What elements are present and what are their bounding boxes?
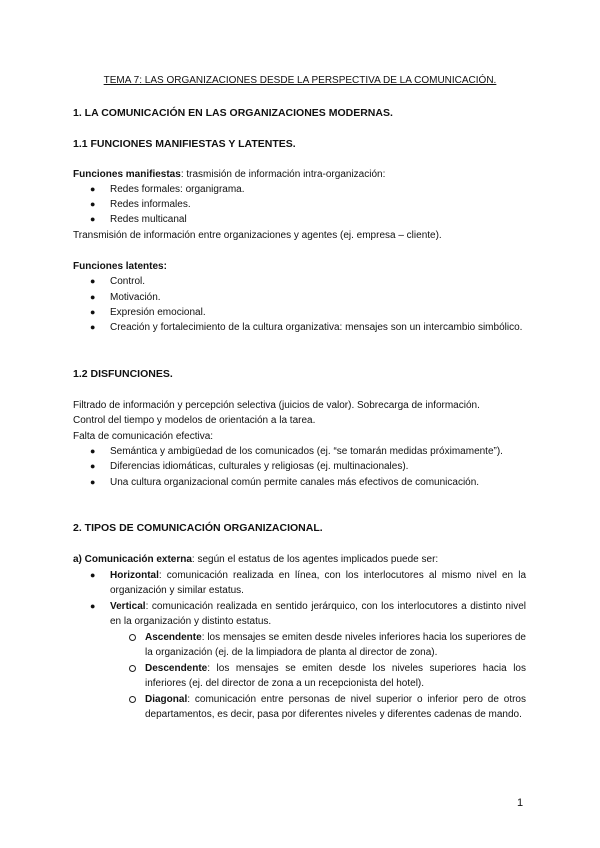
bullet-icon: ● — [90, 199, 96, 209]
manifest-functions-text: : trasmisión de información intra-organización: — [180, 169, 386, 180]
bullet-icon: ● — [90, 461, 96, 471]
ascendente-text-continued: la organización (ej. de la limpiadora de planta al director de zona). — [145, 647, 438, 658]
dysfunction-line: Control del tiempo y modelos de orientación a la tarea. — [73, 415, 316, 426]
bullet-icon: ● — [90, 322, 96, 332]
vertical-label: Vertical — [110, 601, 146, 612]
latent-item: Creación y fortalecimiento de la cultura organizativa: mensajes son un intercambio simbólico. — [110, 322, 523, 333]
vertical-text-continued: en la organización y distinto estatus. — [110, 616, 272, 627]
circle-bullet-icon — [129, 634, 136, 641]
bullet-icon: ● — [90, 307, 96, 317]
transmission-line: Transmisión de información entre organizaciones y agentes (ej. empresa – cliente). — [73, 230, 442, 241]
diagonal-text-continued: departamentos, es decir, pasa por diferentes niveles y diferentes cadenas de mando. — [145, 709, 522, 720]
horizontal-item — [110, 569, 526, 582]
manifest-functions-label: Funciones manifiestas — [73, 169, 181, 180]
bullet-icon: ● — [90, 276, 96, 286]
dysfunction-line: Filtrado de información y percepción selectiva (juicios de valor). Sobrecarga de información. — [73, 400, 480, 411]
descendente-text-continued: inferiores (ej. del director de zona a un recepcionista del hotel). — [145, 678, 425, 689]
section-1-2-heading: 1.2 DISFUNCIONES. — [73, 368, 173, 380]
circle-bullet-icon — [129, 696, 136, 703]
section-1-1-heading: 1.1 FUNCIONES MANIFIESTAS Y LATENTES. — [73, 138, 296, 150]
page-number: 1 — [517, 797, 524, 809]
dysfunction-item: Semántica y ambigüedad de los comunicados (ej. “se tomarán medidas próximamente”). — [110, 446, 503, 457]
bullet-icon: ● — [90, 446, 96, 456]
bullet-icon: ● — [90, 477, 96, 487]
manifest-functions-line — [73, 168, 385, 181]
vertical-item — [110, 600, 526, 613]
descendente-label: Descendente — [145, 663, 208, 674]
section-1-heading: 1. LA COMUNICACIÓN EN LAS ORGANIZACIONES MODERNAS. — [73, 107, 393, 119]
latent-item: Control. — [110, 276, 146, 287]
manifest-item: Redes informales. — [110, 199, 191, 210]
ascendente-item — [145, 631, 526, 644]
latent-item: Motivación. — [110, 292, 161, 303]
circle-bullet-icon — [129, 665, 136, 672]
descendente-text: : los mensajes se emiten desde los niveles superiores hacia los — [207, 663, 526, 674]
bullet-icon: ● — [90, 184, 96, 194]
ascendente-label: Ascendente — [145, 632, 202, 643]
latent-item: Expresión emocional. — [110, 307, 206, 318]
diagonal-label: Diagonal — [145, 694, 188, 705]
bullet-icon: ● — [90, 214, 96, 224]
external-communication-line — [73, 553, 438, 566]
ascendente-text: : los mensajes se emiten desde niveles inferiores hacia los superiores de — [201, 632, 526, 643]
dysfunction-item: Diferencias idiomáticas, culturales y religiosas (ej. multinacionales). — [110, 461, 409, 472]
section-2-heading: 2. TIPOS DE COMUNICACIÓN ORGANIZACIONAL. — [73, 522, 323, 534]
latent-functions-label: Funciones latentes: — [73, 261, 167, 272]
bullet-icon: ● — [90, 292, 96, 302]
manifest-item: Redes formales: organigrama. — [110, 184, 245, 195]
dysfunction-item: Una cultura organizacional común permite canales más efectivos de comunicación. — [110, 477, 480, 488]
bullet-icon: ● — [90, 601, 96, 611]
page-title: TEMA 7: LAS ORGANIZACIONES DESDE LA PERSPECTIVA DE LA COMUNICACIÓN. — [103, 75, 497, 86]
diagonal-item — [145, 693, 526, 706]
vertical-text: : comunicación realizada en sentido jerárquico, con los interlocutores a distinto nivel — [145, 601, 526, 612]
external-communication-label: a) Comunicación externa — [73, 554, 192, 565]
descendente-item — [145, 662, 526, 675]
horizontal-text-continued: organización y similar estatus. — [110, 585, 244, 596]
external-communication-text: : según el estatus de los agentes implicados puede ser: — [191, 554, 439, 565]
bullet-icon: ● — [90, 570, 96, 580]
horizontal-label: Horizontal — [110, 570, 159, 581]
manifest-item: Redes multicanal — [110, 214, 187, 225]
horizontal-text: : comunicación realizada en línea, con los interlocutores al mismo nivel en la — [158, 570, 526, 581]
dysfunction-line: Falta de comunicación efectiva: — [73, 431, 214, 442]
diagonal-text: : comunicación entre personas de nivel superior o inferior pero de otros — [187, 694, 526, 705]
